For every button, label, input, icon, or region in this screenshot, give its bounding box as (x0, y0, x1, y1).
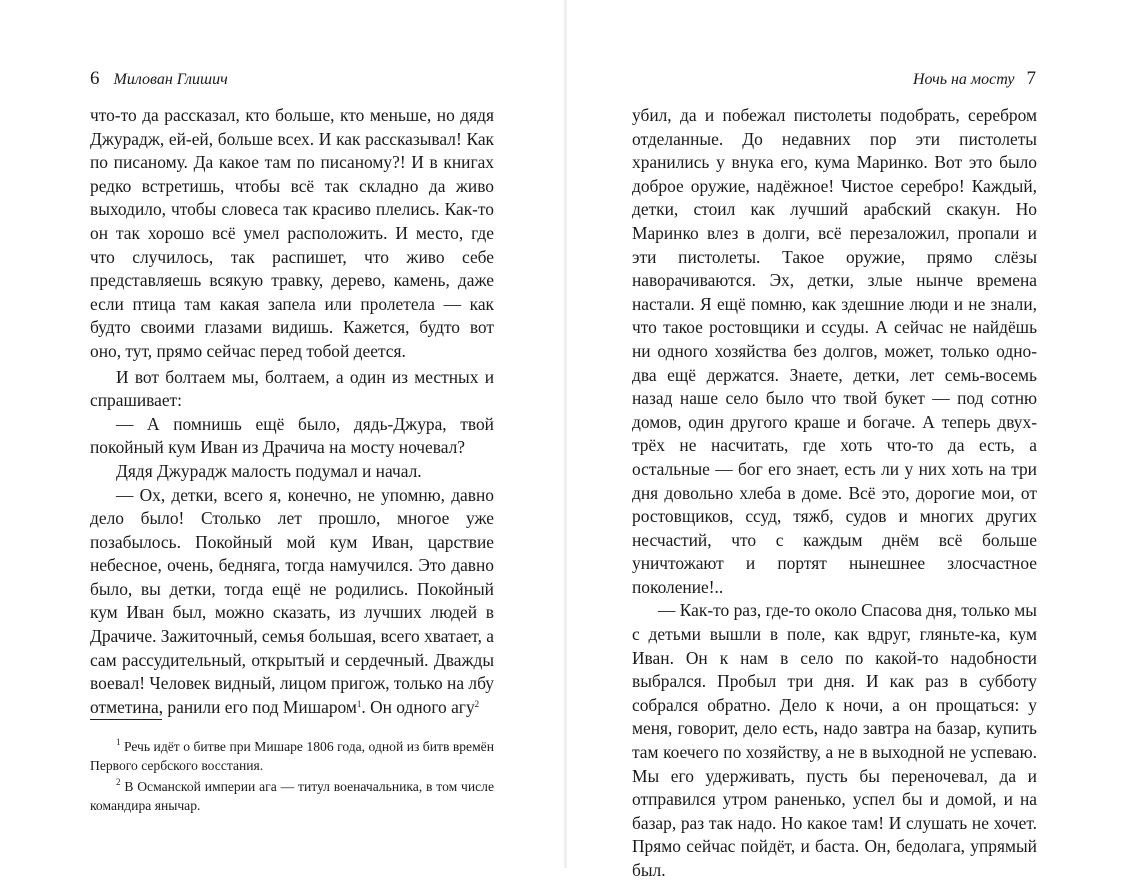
dialogue-paragraph: — Как-то раз, где-то около Спасова дня, только мы с детьми вышли в поле, как вдруг, гляньте-ка, кум Иван. Он к нам в село по какой-то надобности выбрался. Пробыл три дня. И как раз в субботу собрался обратно. Дело к ночи, а он прощаться: у меня, говорит, дело есть, надо завтра на базар, купить там коечего по хозяйству, а не в выходной не успеваю. Мы его удерживать, пусть бы переночевал, да и отправился утром раненько, успел бы и домой, и на базар, раз так надо. Но какое там! И слушать не хочет. Прямо сейчас пойдёт, и баста. Он, бедолага, упрямый был. (632, 600, 1037, 880)
footnote-mark: 2 (116, 777, 121, 787)
right-body-text (632, 104, 1037, 883)
left-page (0, 0, 565, 868)
footnotes (90, 737, 494, 817)
paragraph: что-то да рассказал, кто больше, кто меньше, но дядя Джурадж, ей-ей, больше всех. И как рассказывал! Как по писаному. Да какое там по писаному?! И в книгах редко встретишь, чтобы всё так складно да живо выходило, чтобы словеса так красиво плелись. Как-то он так хорошо всё умел расположить. И место, где что случилось, так распишет, что живо себе представляешь всякую травку, дерево, камень, даже если птица там какая запела или пролетела — как будто своими глазами видишь. Кажется, будто вот оно, тут, прямо сейчас перед тобой деется. (90, 105, 494, 361)
paragraph: убил, да и побежал пистолеты подобрать, серебром отделанные. До недавних пор эти пистолеты хранились у внука его, кума Маринко. Вот это было доброе оружие, надёжное! Чистое серебро! Каждый, детки, стоил как лучший арабский скакун. Но Маринко влез в долги, всё перезаложил, пропали и эти пистолеты. Такое оружие, прямо слёзы наворачиваются. Эх, детки, злые нынче времена настали. Я ещё помню, как здешние люди и не знали, что такое ростовщики и ссуды. А сейчас не найдёшь ни одного хозяйства без долгов, может, только одно-два ещё держатся. Знаете, детки, лет семь-восемь назад наше село было что твой букет — под сотню домов, один другого краше и богаче. А теперь двух-трёх не насчитать, где хоть что-то да есть, а остальные — бог его знает, есть ли у них хоть на три дня довольно хлеба в доме. Всё это, дорогие мои, от ростовщиков, ссуд, тяжб, судов и многих других несчастий, что с каждым днём всё больше уничтожают и портят нынешнее злосчастное поколение!.. (632, 105, 1037, 597)
left-body-text (90, 104, 494, 719)
paragraph: И вот болтаем мы, болтаем, а один из местных и спрашивает: (90, 366, 494, 411)
dialogue-paragraph: — А помнишь ещё было, дядь-Джура, твой покойный кум Иван из Драчича на мосту ночевал? (90, 413, 494, 458)
footnote (90, 737, 494, 775)
footnote-divider (90, 719, 162, 720)
footnote-ref-2[interactable]: 2 (474, 698, 480, 709)
left-running-head (90, 66, 228, 92)
left-page-number: 6 (90, 68, 100, 89)
paragraph: Дядя Джурадж малость подумал и начал. (116, 460, 422, 481)
footnote (90, 777, 494, 815)
right-page-number: 7 (1026, 68, 1036, 89)
dialogue-paragraph (90, 484, 494, 720)
paragraph-text: — Ох, детки, всего я, конечно, не упомню, давно дело было! Столько лет прошло, многое уже позабылось. Покойный мой кум Иван, царствие небесное, очень, бедняга, тогда намучился. Это давно было, вы детки, тогда ещё не родились. Покойный кум Иван был, можно сказать, из лучших людей в Драчиче. Зажиточный, семья большая, всего хватает, а сам рассудительный, открытый и сердечный. Дважды воевал! Человек видный, лицом пригож, только на лбу отметина, ранили его под Мишаром (90, 484, 494, 717)
left-running-title: Милован Глишич (113, 71, 228, 88)
right-page (567, 0, 1134, 880)
footnote-mark: 1 (116, 737, 121, 747)
footnote-text: Речь идёт о битве при Мишаре 1806 года, одной из битв времён Первого сербского восстания. (90, 739, 494, 773)
paragraph-text-cont: . Он одного агу (361, 696, 475, 717)
footnote-text: В Османской империи ага — титул военачальника, в том числе командира янычар. (90, 779, 494, 813)
right-running-head (913, 66, 1036, 92)
footnote-ref-1[interactable]: 1 (356, 698, 362, 709)
right-running-title: Ночь на мосту (912, 71, 1015, 88)
